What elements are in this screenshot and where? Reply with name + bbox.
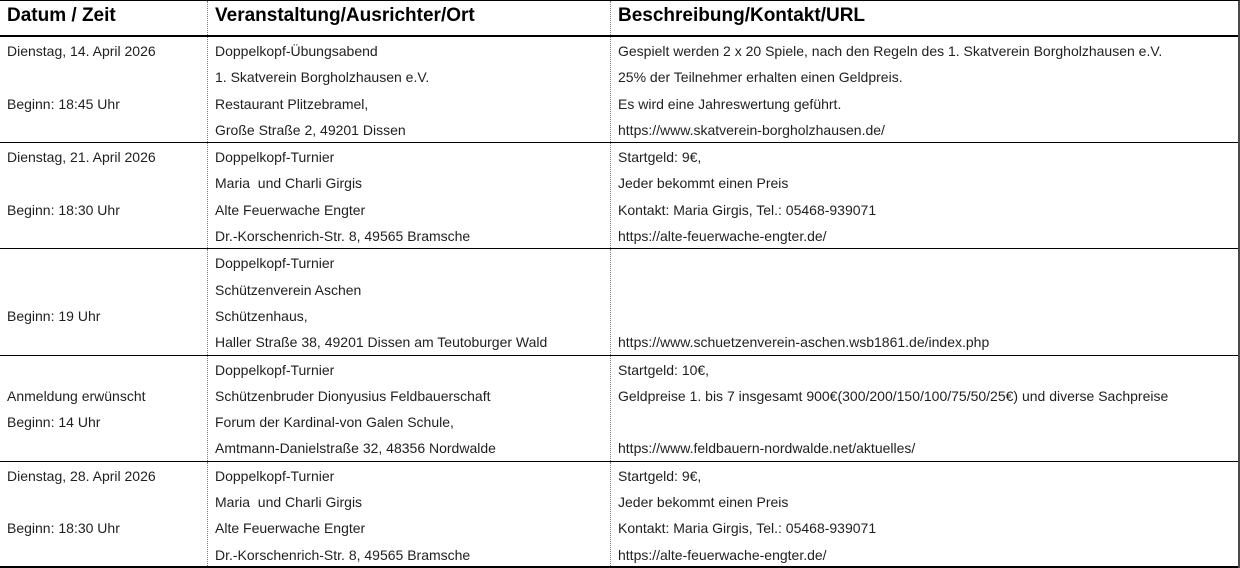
event-start-time: Beginn: 18:30 Uhr <box>7 520 120 537</box>
cell-datum[interactable] <box>0 37 207 142</box>
event-description: Es wird eine Jahreswertung geführt. <box>618 95 842 112</box>
event-address: Große Straße 2, 49201 Dissen <box>215 121 406 138</box>
event-date: Dienstag, 21. April 2026 <box>7 149 156 166</box>
event-date: Dienstag, 14. April 2026 <box>7 43 156 59</box>
cell-line <box>7 223 201 248</box>
cell-line <box>7 117 201 142</box>
event-venue: Forum der Kardinal-von Galen Schule, <box>215 414 454 431</box>
event-date: Dienstag, 28. April 2026 <box>7 467 156 484</box>
registration-note: Anmeldung erwünscht <box>7 387 146 404</box>
column-header-veranstaltung: Veranstaltung/Ausrichter/Ort <box>207 1 610 35</box>
event-start-time: Beginn: 14 Uhr <box>7 414 101 431</box>
event-title: Doppelkopf-Turnier <box>215 467 335 484</box>
event-fee: Startgeld: 9€, <box>618 149 702 166</box>
cell-line <box>618 277 1232 303</box>
cell-datum[interactable] <box>0 356 207 461</box>
table-row <box>0 37 1238 143</box>
cell-line <box>7 357 201 383</box>
table-row <box>0 143 1238 249</box>
event-venue: Alte Feuerwache Engter <box>215 201 366 218</box>
cell-line <box>7 435 201 460</box>
cell-veranstaltung[interactable] <box>207 249 610 354</box>
column-header-datum: Datum / Zeit <box>7 5 116 26</box>
event-venue: Alte Feuerwache Engter <box>215 520 366 537</box>
event-address: Dr.-Korschenrich-Str. 8, 49565 Bramsche <box>215 546 471 563</box>
cell-line <box>7 329 201 354</box>
event-organizer: Maria und Charli Girgis <box>215 494 363 511</box>
event-title: Doppelkopf-Turnier <box>215 255 335 272</box>
event-description: Gespielt werden 2 x 20 Spiele, nach den Regeln des 1. Skatverein Borgholzhausen e.V. <box>618 43 1163 59</box>
event-venue: Schützenhaus, <box>215 307 308 324</box>
table-row <box>0 249 1238 355</box>
cell-line <box>7 277 201 303</box>
event-organizer: Schützenverein Aschen <box>215 281 362 298</box>
cell-beschreibung[interactable] <box>610 249 1238 354</box>
event-start-time: Beginn: 18:45 Uhr <box>7 95 120 112</box>
cell-datum[interactable] <box>0 462 207 566</box>
table-row <box>0 356 1238 462</box>
event-address: Amtmann-Danielstraße 32, 48356 Nordwalde <box>215 440 496 457</box>
cell-line <box>618 250 1232 276</box>
cell-line <box>7 542 201 566</box>
event-contact: Kontakt: Maria Girgis, Tel.: 05468-939071 <box>618 520 877 537</box>
table-header-row <box>0 1 1238 37</box>
event-start-time: Beginn: 18:30 Uhr <box>7 201 120 218</box>
cell-line <box>7 489 201 515</box>
event-organizer: 1. Skatverein Borgholzhausen e.V. <box>215 69 430 86</box>
cell-datum[interactable] <box>0 143 207 248</box>
cell-beschreibung[interactable] <box>610 356 1238 461</box>
cell-veranstaltung[interactable] <box>207 37 610 142</box>
table-row <box>0 462 1238 568</box>
event-description: Jeder bekommt einen Preis <box>618 175 789 192</box>
cell-beschreibung[interactable] <box>610 37 1238 142</box>
url-text[interactable]: https://www.feldbauern-nordwalde.net/aktuelles/ <box>618 440 916 457</box>
event-fee: Startgeld: 9€, <box>618 467 702 484</box>
cell-datum[interactable] <box>0 249 207 354</box>
event-prizes: Geldpreise 1. bis 7 insgesamt 900€(300/200/150/100/75/50/25€) und diverse Sachpreise <box>618 387 1169 404</box>
url-text[interactable]: https://alte-feuerwache-engter.de/ <box>618 228 827 245</box>
event-title: Doppelkopf-Turnier <box>215 149 335 166</box>
cell-line <box>7 170 201 196</box>
cell-line <box>618 303 1232 329</box>
cell-line <box>7 64 201 90</box>
url-text[interactable]: https://alte-feuerwache-engter.de/ <box>618 546 827 563</box>
cell-veranstaltung[interactable] <box>207 143 610 248</box>
cell-veranstaltung[interactable] <box>207 462 610 566</box>
cell-line <box>618 409 1232 435</box>
event-start-time: Beginn: 19 Uhr <box>7 307 101 324</box>
url-text[interactable]: https://www.schuetzenverein-aschen.wsb1861.de/index.php <box>618 334 990 351</box>
event-venue: Restaurant Plitzebramel, <box>215 95 369 112</box>
event-address: Haller Straße 38, 49201 Dissen am Teutoburger Wald <box>215 334 548 351</box>
column-header-beschreibung: Beschreibung/Kontakt/URL <box>610 1 1238 35</box>
event-title: Doppelkopf-Übungsabend <box>215 43 378 59</box>
event-organizer: Maria und Charli Girgis <box>215 175 363 192</box>
event-title: Doppelkopf-Turnier <box>215 361 335 378</box>
event-description: 25% der Teilnehmer erhalten einen Geldpreis. <box>618 69 903 86</box>
url-text[interactable]: https://www.skatverein-borgholzhausen.de/ <box>618 121 885 138</box>
event-fee: Startgeld: 10€, <box>618 361 710 378</box>
cell-veranstaltung[interactable] <box>207 356 610 461</box>
event-contact: Kontakt: Maria Girgis, Tel.: 05468-939071 <box>618 201 877 218</box>
cell-line <box>7 250 201 276</box>
event-description: Jeder bekommt einen Preis <box>618 494 789 511</box>
event-address: Dr.-Korschenrich-Str. 8, 49565 Bramsche <box>215 228 471 245</box>
cell-beschreibung[interactable] <box>610 462 1238 566</box>
cell-beschreibung[interactable] <box>610 143 1238 248</box>
event-organizer: Schützenbruder Dionyusius Feldbauerschaft <box>215 387 491 404</box>
